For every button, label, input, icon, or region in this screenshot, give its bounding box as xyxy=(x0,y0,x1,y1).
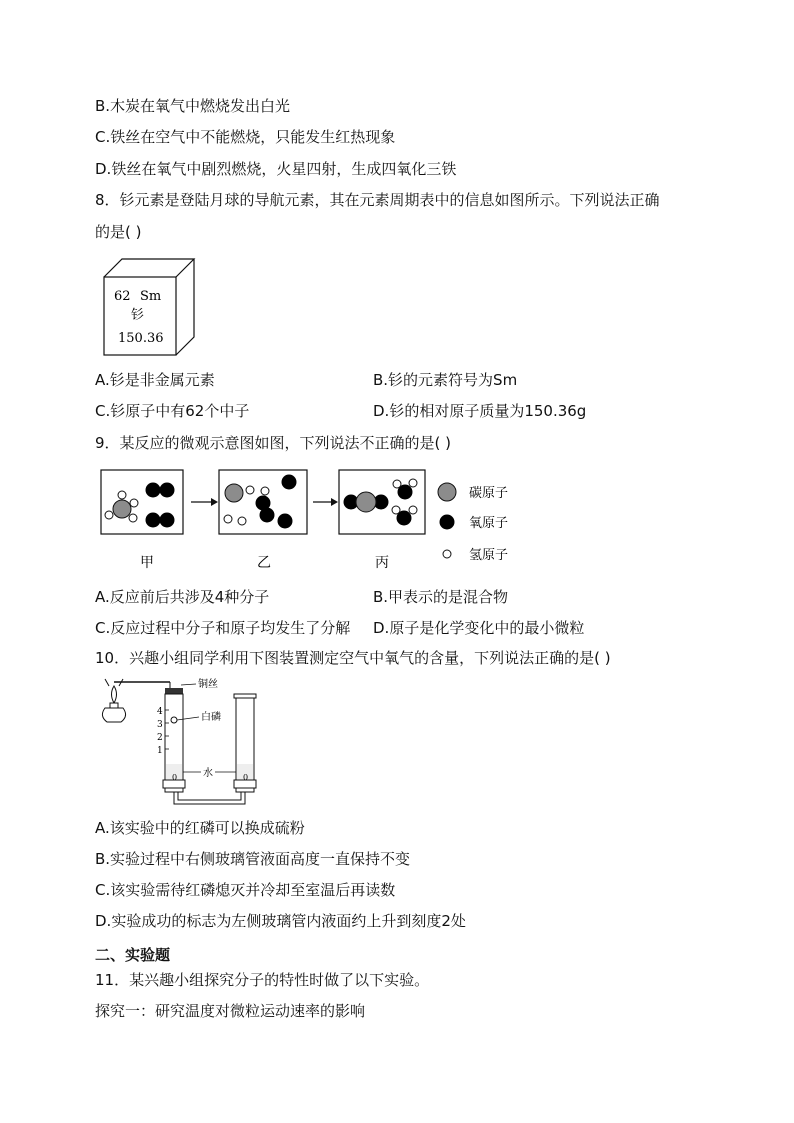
q9-stem: 9．某反应的微观示意图如图，下列说法不正确的是( ) xyxy=(95,434,452,452)
oxygen-atom xyxy=(282,475,297,490)
tick-0: 0 xyxy=(172,773,178,782)
q9-option-d: D.原子是化学变化中的最小微粒 xyxy=(373,619,585,637)
label-copper-wire: 铜丝 xyxy=(198,679,218,690)
alcohol-lamp-icon xyxy=(102,679,125,722)
arrow-icon xyxy=(191,498,218,506)
q8-option-b: B.钐的元素符号为Sm xyxy=(373,371,518,389)
q8-option-c: C.钐原子中有62个中子 xyxy=(95,402,250,420)
tile-atomic-number: 62 xyxy=(114,289,131,304)
legend-carbon-icon xyxy=(438,483,456,501)
q8-stem-line1: 8．钐元素是登陆月球的导航元素，其在元素周期表中的信息如图所示。下列说法正确 xyxy=(95,191,660,209)
label-bing: 丙 xyxy=(375,555,389,571)
legend-carbon-label: 碳原子 xyxy=(469,486,509,501)
oxygen-atom xyxy=(260,508,275,523)
q10-option-d: D.实验成功的标志为左侧玻璃管内液面约上升到刻度2处 xyxy=(95,912,466,930)
q7-option-c: C.铁丝在空气中不能燃烧，只能发生红热现象 xyxy=(95,128,396,146)
label-yi: 乙 xyxy=(257,555,271,571)
legend-hydrogen-icon xyxy=(443,550,451,558)
q7-option-b: B.木炭在氧气中燃烧发出白光 xyxy=(95,97,291,115)
q8-stem-line2: 的是( ) xyxy=(95,223,142,241)
q11-stem: 11．某兴趣小组探究分子的特性时做了以下实验。 xyxy=(95,971,430,989)
q8-option-d: D.钐的相对原子质量为150.36g xyxy=(373,402,587,420)
carbon-dioxide-molecule xyxy=(344,492,389,512)
hydrogen-atom xyxy=(261,487,269,495)
legend-oxygen-label: 氧原子 xyxy=(469,516,509,531)
legend-hydrogen-label: 氢原子 xyxy=(469,548,509,563)
q10-option-a: A.该实验中的红磷可以换成硫粉 xyxy=(95,819,305,837)
oxygen-apparatus-figure xyxy=(95,676,275,811)
element-tile-figure xyxy=(100,255,200,360)
hydrogen-atom xyxy=(238,517,246,525)
right-tick-0: 0 xyxy=(243,773,249,782)
q10-option-c: C.该实验需待红磷熄灭并冷却至室温后再读数 xyxy=(95,881,396,899)
left-tube-stopper xyxy=(165,688,183,694)
tick-1: 1 xyxy=(157,746,163,756)
q11-part1: 探究一：研究温度对微粒运动速率的影响 xyxy=(95,1002,366,1020)
tile-element-name: 钐 xyxy=(131,308,145,323)
q10-option-b: B.实验过程中右侧玻璃管液面高度一直保持不变 xyxy=(95,850,411,868)
q7-option-d: D.铁丝在氧气中剧烈燃烧，火星四射，生成四氧化三铁 xyxy=(95,160,457,178)
hydrogen-atom xyxy=(246,486,254,494)
tile-symbol: Sm xyxy=(140,289,162,304)
tick-3: 3 xyxy=(157,720,163,730)
q10-stem: 10．兴趣小组同学利用下图装置测定空气中氧气的含量，下列说法正确的是( ) xyxy=(95,649,611,667)
arrow-icon xyxy=(313,498,338,506)
reaction-diagram xyxy=(95,462,535,582)
label-white-phosphorus: 白磷 xyxy=(201,712,221,723)
q9-option-b: B.甲表示的是混合物 xyxy=(373,588,509,606)
tick-4: 4 xyxy=(157,707,163,717)
hydrogen-atom xyxy=(224,515,232,523)
legend-oxygen-icon xyxy=(440,515,455,530)
q8-option-a: A.钐是非金属元素 xyxy=(95,371,215,389)
tile-top-face xyxy=(104,259,194,277)
tick-2: 2 xyxy=(157,733,163,743)
q9-option-c: C.反应过程中分子和原子均发生了分解 xyxy=(95,619,351,637)
tile-side-face xyxy=(176,259,194,355)
oxygen-atom xyxy=(278,514,293,529)
carbon-atom xyxy=(225,484,243,502)
label-water: 水 xyxy=(203,768,213,779)
q9-option-a: A.反应前后共涉及4种分子 xyxy=(95,588,270,606)
white-phosphorus xyxy=(171,717,177,723)
section-title: 二、实验题 xyxy=(95,946,171,964)
label-jia: 甲 xyxy=(140,555,154,571)
tile-atomic-mass: 150.36 xyxy=(118,331,164,346)
